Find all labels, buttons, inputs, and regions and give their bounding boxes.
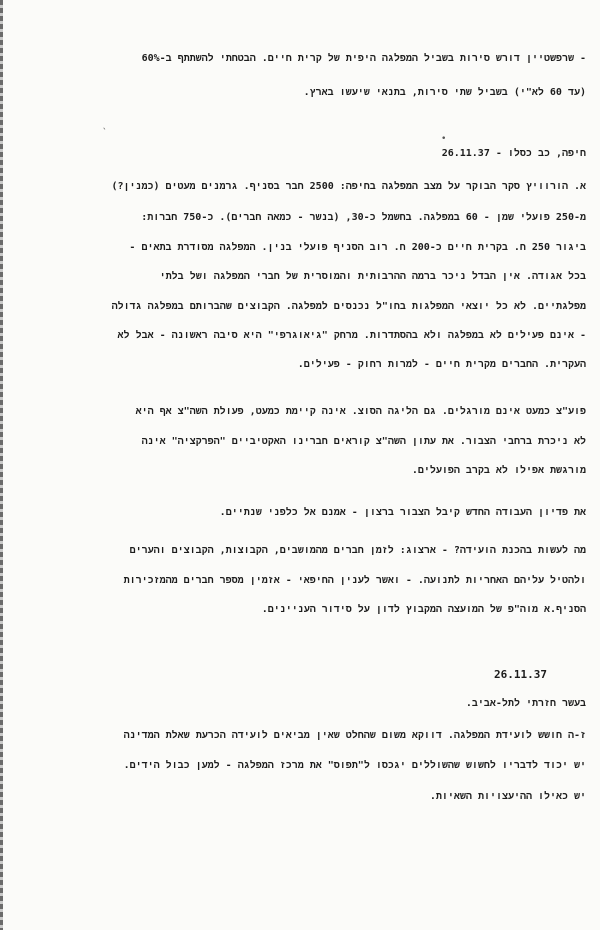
text-line-15: את פדיון העבודה החדש קיבל הצבור ברצון - אמנם אל כלפני שנתיים. [219, 507, 586, 518]
entry-date: 26.11.37 [494, 668, 547, 681]
scan-speck: • [441, 134, 447, 144]
text-line-17: ולהטיל עליהם האחריות לתנועה. - ואשר לענין החיפאי - אזמין מספר חברים מהמזכירות [123, 575, 586, 586]
text-line-12: פוע"צ כמעט אינם מורגלים. גם הליגה הסוצ. אינה קיימת כמעט, פעולת השה"צ אף היא [135, 406, 586, 417]
scan-left-edge [0, 0, 3, 930]
text-line-5: א. הורוויץ סקר הבוקר על מצב המפלגה בחיפה: 2500 חבר בסניף. גרמנים מעטים (כמנין?) [111, 181, 586, 192]
text-line-8: בכל אגודה. אין הבדל ניכר ברמה ההרבותית והמוסרית של חברי המפלגה ושל בלתי [159, 271, 586, 282]
text-line-1: - שרפשטיין דורש סירות בשביל המפלגה היפית של קרית חיים. הבטחתי להשתתף ב-60% [141, 53, 586, 64]
text-line-11: העקרית. החברים מקרית חיים - למרות רחוק - פעילים. [297, 359, 586, 370]
text-line-18: הסניף.א מוה"פ של המועצה המקבוץ לדון על סידור העניינים. [261, 604, 586, 615]
text-line-2: (עד 60 לא"י) בשביל שתי סירות, בתנאי שיעשו בארץ. [303, 87, 586, 98]
text-line-14: מורגשת אפילו לא בקרב הפועלים. [411, 465, 586, 476]
text-line-21: ז-ה חושש לועידת המפלגה. דווקא משום שהחלט שאין מביאים לועידה הכרעת שאלת המדינה [123, 730, 586, 741]
text-line-22: יש יכוד לדבריו לחשוש שהשוללים יגכסו ל"תפוס" את מרכז המפלגה - למען כבול הידים. [123, 760, 586, 771]
text-line-9: מפלגתיים. לא כל יוצאי המפלגות בחו"ל נכנסים למפלגה. הקבוצים שהברותם במפלגה גדולה [111, 301, 586, 312]
entry-heading-haifa: חיפה, כב כסלו - 26.11.37 [441, 148, 586, 159]
text-line-13: לא ניכרת ברחבי הצבור. את עתון השה"צ קוראים חברינו האקטיביים "הפרקציה" אינה [141, 436, 586, 447]
text-line-16: מה לעשות בהכנת הועידה? - ארצוג: לזמן חברים מהמושבים, הקבוצות, הקבוצים והערים [129, 545, 586, 556]
text-line-6: מ-250 פועלי שמן - 60 במפלגה. בחשמל כ-30, (בנשר - כמאה חברים). כ-750 חברות: [141, 212, 586, 223]
entry-heading-tel-aviv: בעשר חזרתי לתל-אביב. [465, 698, 586, 709]
scan-speck: ` [102, 128, 108, 138]
text-line-10: - אינם פעילים לא במפלגה ולא בהסתדרות. מרחק "גיאוגרפי" היא סיבה ראשונה - אבל לא [117, 330, 586, 341]
text-line-23: יש כאילו ההיעצויות השאיות. [429, 791, 586, 802]
text-line-7: ביגור 250 ח. בקרית חיים כ-200 ח. רוב הסניף פועלי בנין. המפלגה מסודרת בתאים - [129, 242, 586, 253]
